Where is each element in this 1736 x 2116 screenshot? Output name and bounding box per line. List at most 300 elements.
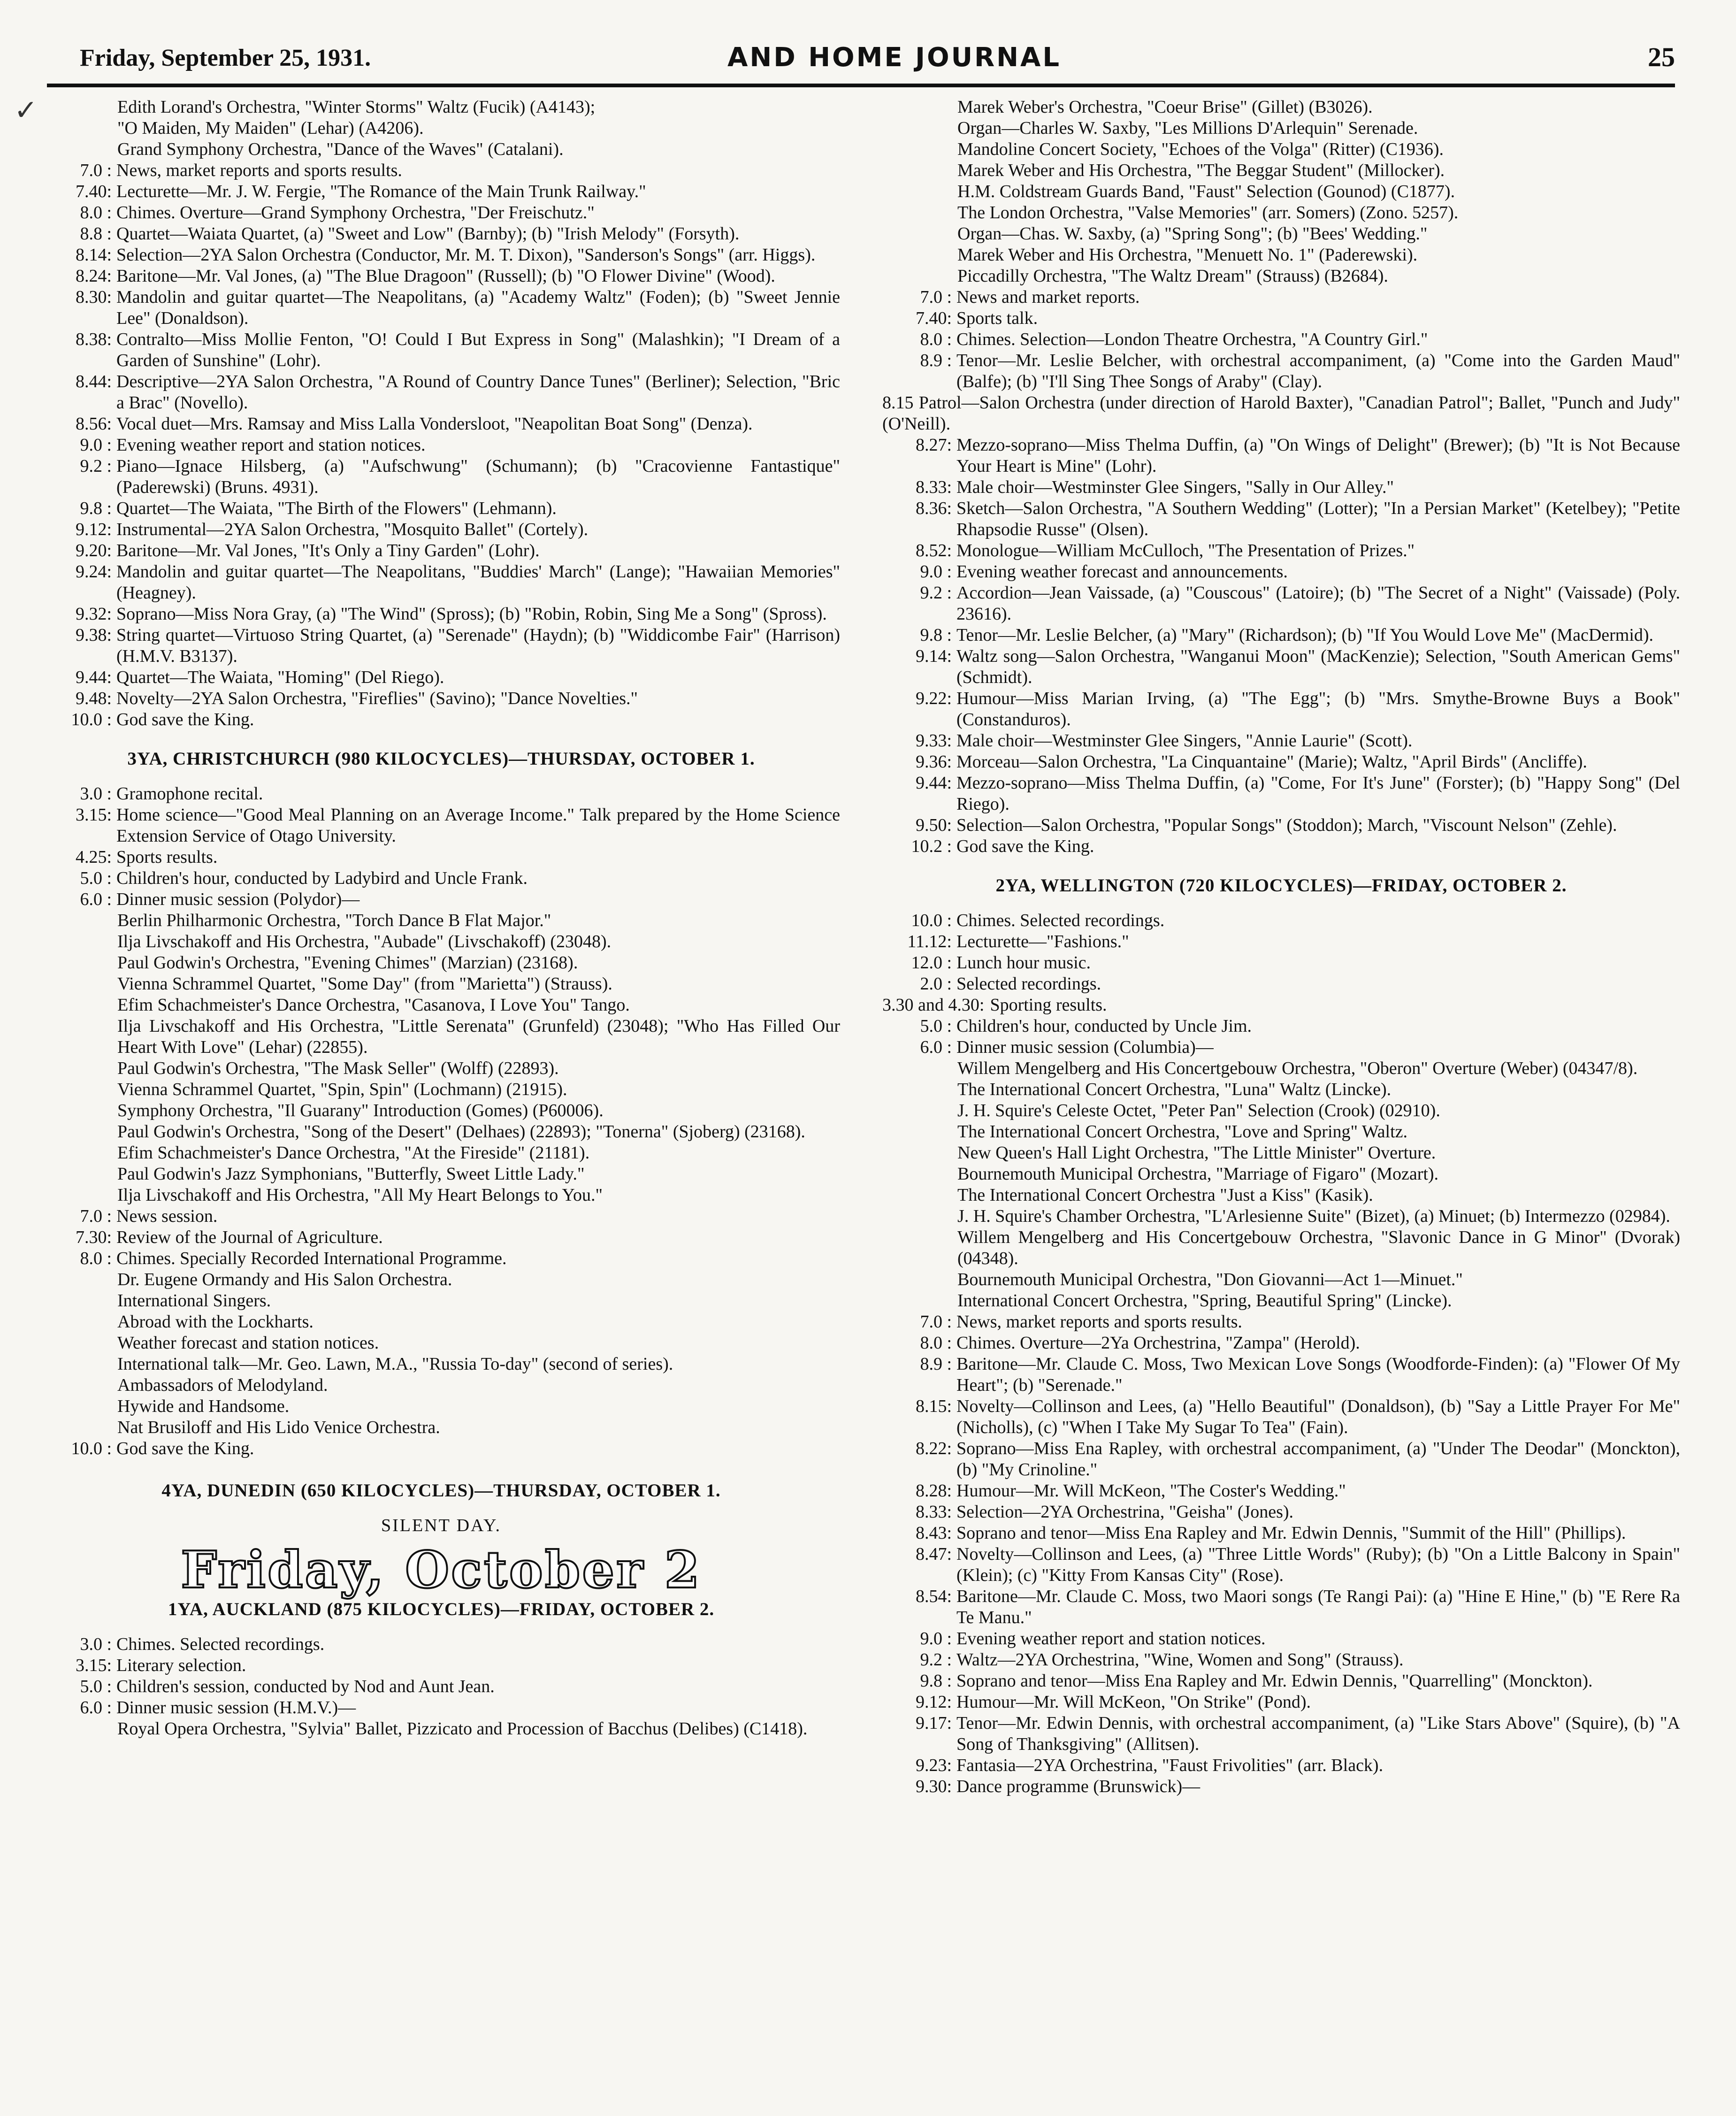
programme-entry	[882, 625, 1680, 646]
programme-entry	[882, 1502, 1680, 1523]
entry-text: Mandolin and guitar quartet—The Neapolitans, (a) "Academy Waltz" (Foden); (b) "Sweet Jennie Lee" (Donaldson).	[116, 287, 840, 328]
entry-time: 9.48:	[75, 689, 112, 708]
entry-time: 9.44:	[915, 773, 952, 793]
programme-entry	[42, 371, 840, 414]
programme-entry	[42, 1248, 840, 1269]
entry-text: Gramophone recital.	[116, 784, 263, 804]
entry-text: Evening weather report and station notices.	[956, 1629, 1266, 1648]
programme-entry	[882, 435, 1680, 477]
list-item: Willem Mengelberg and His Concertgebouw Orchestra, "Oberon" Overture (Weber) (04347/8).	[957, 1058, 1638, 1078]
programme-entry	[42, 287, 840, 329]
entry-text: Children's session, conducted by Nod and Aunt Jean.	[116, 1677, 495, 1696]
entry-text: Male choir—Westminster Glee Singers, "Annie Laurie" (Scott).	[956, 731, 1413, 751]
entry-time: 7.40:	[915, 308, 952, 328]
programme-entry	[882, 688, 1680, 730]
programme-entry	[882, 1776, 1680, 1797]
entry-text: Contralto—Miss Mollie Fenton, "O! Could I But Express in Song" (Malashkin); "I Dream of a Garden of Sunshine" (Lohr).	[116, 330, 840, 370]
entry-time: 7.0 :	[920, 287, 952, 307]
entry-time: 5.0 :	[80, 868, 112, 888]
list-item: Edith Lorand's Orchestra, "Winter Storms" Waltz (Fucik) (A4143);	[117, 97, 596, 117]
entry-time: 8.22:	[915, 1439, 952, 1458]
entry-text: Chimes. Specially Recorded International Programme.	[116, 1249, 507, 1268]
programme-entry	[42, 868, 840, 889]
entry-time: 8.0 :	[80, 1249, 112, 1268]
programme-entry	[42, 329, 840, 371]
christchurch-programme-c	[42, 1438, 840, 1459]
entry-time: 9.12:	[75, 520, 112, 539]
entry-text: Sports results.	[116, 847, 218, 867]
entry-text: Quartet—The Waiata, "Homing" (Del Riego).	[116, 667, 444, 687]
entry-time: 9.33:	[915, 731, 952, 751]
entry-text: Soprano—Miss Nora Gray, (a) "The Wind" (Spross); (b) "Robin, Robin, Sing Me a Song" (Spross).	[116, 604, 827, 624]
programme-entry	[882, 773, 1680, 815]
entry-text: Dinner music session (Columbia)—	[956, 1037, 1214, 1057]
entry-time: 7.0 :	[920, 1312, 952, 1332]
entry-time: 8.54:	[915, 1587, 952, 1606]
programme-entry	[42, 245, 840, 266]
entry-time: 8.28:	[915, 1481, 952, 1501]
entry-time: 10.0 :	[71, 710, 112, 729]
programme-entry	[882, 730, 1680, 751]
entry-text: God save the King.	[116, 710, 254, 729]
left-intro	[42, 97, 840, 160]
wellington-thursday-programme	[42, 160, 840, 730]
entry-time: 9.17:	[915, 1713, 952, 1733]
entry-time: 12.0 :	[911, 953, 952, 973]
silent-day: SILENT DAY.	[381, 1516, 502, 1535]
entry-time: 9.8 :	[920, 1671, 952, 1691]
entry-text: Soprano and tenor—Miss Ena Rapley and Mr. Edwin Dennis, "Summit of the Hill" (Phillips).	[956, 1523, 1626, 1543]
programme-entry	[42, 498, 840, 519]
entry-time: 8.27:	[915, 435, 952, 455]
list-item: Marek Weber and His Orchestra, "Menuett No. 1" (Paderewski).	[957, 245, 1418, 265]
entry-text: Waltz song—Salon Orchestra, "Wanganui Moon" (MacKenzie); Selection, "South American Gems" (Schmidt).	[956, 646, 1680, 687]
entry-text: Chimes. Selected recordings.	[956, 911, 1165, 930]
list-item: Berlin Philharmonic Orchestra, "Torch Dance B Flat Major."	[117, 911, 551, 930]
list-item: New Queen's Hall Light Orchestra, "The Little Minister" Overture.	[957, 1143, 1436, 1163]
entry-time: 8.8 :	[80, 224, 112, 244]
list-item: Paul Godwin's Orchestra, "Song of the Desert" (Delhaes) (22893); "Tonerna" (Sjoberg) (23168).	[117, 1122, 805, 1142]
entry-text: Baritone—Mr. Val Jones, "It's Only a Tiny Garden" (Lohr).	[116, 541, 540, 560]
entry-time: 9.22:	[915, 689, 952, 708]
programme-entry	[882, 561, 1680, 583]
list-item: Paul Godwin's Orchestra, "The Mask Seller" (Wolff) (22893).	[117, 1058, 559, 1078]
programme-entry	[882, 1544, 1680, 1586]
list-item: Hywide and Handsome.	[117, 1396, 290, 1416]
entry-time: 3.15:	[75, 1656, 112, 1675]
list-item: Ambassadors of Melodyland.	[117, 1375, 328, 1395]
programme-entry	[882, 1480, 1680, 1502]
entry-text: String quartet—Virtuoso String Quartet, (a) "Serenade" (Haydn); (b) "Widdicombe Fair" (Harrison) (H.M.V. B3137).	[116, 625, 840, 666]
entry-time: 9.32:	[75, 604, 112, 624]
entry-text: Piano—Ignace Hilsberg, (a) "Aufschwung" (Schumann); (b) "Cracovienne Fantastique" (Paderewski) (Bruns. 4931).	[116, 456, 840, 497]
entry-text: Humour—Miss Marian Irving, (a) "The Egg"; (b) "Mrs. Smythe-Browne Buys a Book" (Constanduros).	[956, 689, 1680, 729]
entry-text: Waltz—2YA Orchestrina, "Wine, Women and Song" (Strauss).	[956, 1650, 1404, 1670]
programme-entry	[42, 160, 840, 181]
entry-time: 9.30:	[915, 1777, 952, 1796]
entry-time: 8.56:	[75, 414, 112, 434]
entry-text: Quartet—The Waiata, "The Birth of the Flowers" (Lehmann).	[116, 498, 557, 518]
entry-text: Lunch hour music.	[956, 953, 1091, 973]
list-item: Marek Weber and His Orchestra, "The Beggar Student" (Millocker).	[957, 161, 1445, 180]
list-item: "O Maiden, My Maiden" (Lehar) (A4206).	[117, 118, 424, 138]
entry-text: Chimes. Selected recordings.	[116, 1634, 325, 1654]
programme-entry	[882, 931, 1680, 952]
programme-entry	[882, 287, 1680, 308]
list-item: Vienna Schrammel Quartet, "Some Day" (from "Marietta") (Strauss).	[117, 974, 612, 994]
entry-text: Mandolin and guitar quartet—The Neapolitans, "Buddies' March" (Lange); "Hawaiian Memories" (Heagney).	[116, 562, 840, 603]
entry-text: Soprano and tenor—Miss Ena Rapley and Mr. Edwin Dennis, "Quarrelling" (Monckton).	[956, 1671, 1593, 1691]
right-column	[882, 97, 1680, 1797]
entry-time: 10.0 :	[911, 911, 952, 930]
entry-text: Selection—2YA Orchestrina, "Geisha" (Jones).	[956, 1502, 1294, 1522]
entry-time: 3.30 and 4.30:	[882, 995, 985, 1015]
entry-time: 8.24:	[75, 266, 112, 286]
header-date: Friday, September 25, 1931.	[80, 45, 371, 71]
entry-text: Selected recordings.	[956, 974, 1101, 994]
entry-text: Dinner music session (Polydor)—	[116, 889, 360, 909]
entry-text: Novelty—Collinson and Lees, (a) "Hello Beautiful" (Donaldson), (b) "Say a Little Prayer For Me" (Nicholls), (c) "When I Take My Sugar To Tea" (Fain).	[956, 1396, 1680, 1437]
entry-time: 8.43:	[915, 1523, 952, 1543]
list-item: Organ—Charles W. Saxby, "Les Millions D'Arlequin" Serenade.	[957, 118, 1418, 138]
programme-entry	[42, 688, 840, 709]
entry-text: Evening weather forecast and announcements.	[956, 562, 1288, 582]
entry-text: Dinner music session (H.M.V.)—	[116, 1698, 356, 1717]
entry-time: 6.0 :	[920, 1037, 952, 1057]
programme-entry	[882, 1396, 1680, 1438]
entry-time: 9.2 :	[920, 583, 952, 603]
programme-entry	[882, 1311, 1680, 1333]
entry-time: 9.2 :	[80, 456, 112, 476]
wellington-programme-a	[882, 910, 1680, 1058]
list-item: Ilja Livschakoff and His Orchestra, "Aubade" (Livschakoff) (23048).	[117, 932, 612, 951]
entry-text: Baritone—Mr. Val Jones, (a) "The Blue Dragoon" (Russell); (b) "O Flower Divine" (Wood).	[116, 266, 775, 286]
entry-text: Morceau—Salon Orchestra, "La Cinquantaine" (Marie); Waltz, "April Birds" (Ancliffe).	[956, 752, 1587, 772]
programme-entry	[882, 1354, 1680, 1396]
auckland-programme	[42, 1634, 840, 1718]
programme-entry	[882, 910, 1680, 931]
entry-time: 8.44:	[75, 372, 112, 391]
entry-text: Chimes. Overture—Grand Symphony Orchestra, "Der Freischutz."	[116, 203, 595, 222]
entry-text: Selection—2YA Salon Orchestra (Conductor, Mr. M. T. Dixon), "Sanderson's Songs" (arr. Higgs).	[116, 245, 816, 265]
entry-time: 4.25:	[75, 847, 112, 867]
entry-text: God save the King.	[116, 1439, 254, 1458]
entry-time: 6.0 :	[80, 889, 112, 909]
programme-entry	[882, 836, 1680, 857]
programme-entry	[882, 1586, 1680, 1628]
entry-text: Fantasia—2YA Orchestrina, "Faust Frivolities" (arr. Black).	[956, 1756, 1384, 1775]
programme-entry	[882, 995, 1680, 1016]
programme-entry	[882, 1333, 1680, 1354]
list-item: Dr. Eugene Ormandy and His Salon Orchestra.	[117, 1270, 452, 1289]
list-item: Vienna Schrammel Quartet, "Spin, Spin" (Lochmann) (21915).	[117, 1080, 567, 1099]
programme-entry	[882, 1628, 1680, 1649]
entry-text: Accordion—Jean Vaissade, (a) "Couscous" (Latoire); (b) "The Secret of a Night" (Vaissade) (Poly. 23616).	[956, 583, 1680, 624]
auckland-thursday-programme-a	[882, 287, 1680, 392]
programme-entry	[882, 1671, 1680, 1692]
list-item: International Singers.	[117, 1291, 271, 1311]
list-item: Willem Mengelberg and His Concertgebouw Orchestra, "Slavonic Dance in G Minor" (Dvorak) (04348).	[957, 1227, 1680, 1268]
list-item: Marek Weber's Orchestra, "Coeur Brise" (Gillet) (B3026).	[957, 97, 1373, 117]
list-item: The London Orchestra, "Valse Memories" (arr. Somers) (Zono. 5257).	[957, 203, 1459, 222]
list-item: Organ—Chas. W. Saxby, (a) "Spring Song"; (b) "Bees' Wedding."	[957, 224, 1428, 244]
list-item: Mandoline Concert Society, "Echoes of the Volga" (Ritter) (C1936).	[957, 139, 1444, 159]
programme-entry	[42, 667, 840, 688]
entry-text: Novelty—2YA Salon Orchestra, "Fireflies" (Savino); "Dance Novelties."	[116, 689, 638, 708]
entry-time: 8.9 :	[920, 1354, 952, 1374]
programme-entry	[42, 456, 840, 498]
entry-time: 8.38:	[75, 330, 112, 349]
programme-entry	[42, 519, 840, 540]
entry-text: Lecturette—"Fashions."	[956, 932, 1129, 951]
entry-time: 9.50:	[915, 815, 952, 835]
entry-time: 9.12:	[915, 1692, 952, 1712]
entry-time: 9.38:	[75, 625, 112, 645]
entry-time: 8.14:	[75, 245, 112, 265]
left-column	[42, 97, 840, 1740]
entry-time: 8.0 :	[920, 1333, 952, 1353]
entry-text: Baritone—Mr. Claude C. Moss, Two Mexican Love Songs (Woodforde-Finden): (a) "Flower Of My Heart"; (b) "Serenade."	[956, 1354, 1680, 1395]
programme-entry	[42, 181, 840, 202]
entry-text: Children's hour, conducted by Uncle Jim.	[956, 1016, 1252, 1036]
entry-text: Chimes. Selection—London Theatre Orchestra, "A Country Girl."	[956, 330, 1428, 349]
programme-entry	[882, 1713, 1680, 1755]
entry-time: 9.23:	[915, 1756, 952, 1775]
list-item: Piccadilly Orchestra, "The Waltz Dream" (Strauss) (B2684).	[957, 266, 1388, 286]
entry-text: News, market reports and sports results.	[116, 161, 402, 180]
entry-time: 9.0 :	[920, 562, 952, 582]
entry-text: Tenor—Mr. Leslie Belcher, with orchestral accompaniment, (a) "Come into the Garden Maud" (Balfe); (b) "I'll Sing Thee Songs of Araby" (Clay).	[956, 351, 1680, 391]
station-heading-auckland: 1YA, AUCKLAND (875 KILOCYCLES)—FRIDAY, OCTOBER 2.	[168, 1599, 715, 1619]
list-item: Paul Godwin's Jazz Symphonians, "Butterfly, Sweet Little Lady."	[117, 1164, 585, 1184]
list-item: International talk—Mr. Geo. Lawn, M.A., "Russia To-day" (second of series).	[117, 1354, 673, 1374]
list-item: The International Concert Orchestra "Just a Kiss" (Kasik).	[957, 1185, 1373, 1205]
list-item: Efim Schachmeister's Dance Orchestra, "Casanova, I Love You" Tango.	[117, 995, 630, 1015]
entry-time: 5.0 :	[80, 1677, 112, 1696]
entry-time: 3.0 :	[80, 1634, 112, 1654]
entry-text: Quartet—Waiata Quartet, (a) "Sweet and Low" (Barnby); (b) "Irish Melody" (Forsyth).	[116, 224, 740, 244]
entry-time: 8.33:	[915, 1502, 952, 1522]
programme-entry	[42, 223, 840, 245]
programme-entry	[882, 1037, 1680, 1058]
programme-entry	[882, 1649, 1680, 1671]
programme-entry	[42, 1676, 840, 1697]
entry-text: Sketch—Salon Orchestra, "A Southern Wedding" (Lotter); "In a Persian Market" (Ketelbey); "Petite Rhapsodie Russe" (Olsen).	[956, 498, 1680, 539]
programme-entry	[882, 308, 1680, 329]
programme-entry	[42, 540, 840, 561]
entry-text: Novelty—Collinson and Lees, (a) "Three Little Words" (Ruby); (b) "On a Little Balcony in Spain" (Klein); (c) "Kitty From Kansas City" (Rose).	[956, 1544, 1680, 1585]
station-heading-wellington: 2YA, WELLINGTON (720 KILOCYCLES)—FRIDAY, OCTOBER 2.	[995, 875, 1567, 896]
programme-entry	[42, 414, 840, 435]
entry-text: Humour—Mr. Will McKeon, "On Strike" (Pond).	[956, 1692, 1311, 1712]
entry-text: Mezzo-soprano—Miss Thelma Duffin, (a) "Come, For It's June" (Forster); (b) "Happy Song" (Del Riego).	[956, 773, 1680, 814]
patrol-entry: 8.15 Patrol—Salon Orchestra (under direction of Harold Baxter), "Canadian Patrol"; Ballet, "Punch and Judy" (O'Neill).	[882, 393, 1680, 434]
list-item: The International Concert Orchestra, "Love and Spring" Waltz.	[957, 1122, 1407, 1142]
wellington-programme-b	[882, 1311, 1680, 1797]
entry-time: 8.0 :	[920, 330, 952, 349]
entry-time: 8.36:	[915, 498, 952, 518]
list-item: Ilja Livschakoff and His Orchestra, "All My Heart Belongs to You."	[117, 1185, 603, 1205]
programme-entry	[42, 266, 840, 287]
programme-entry	[882, 1755, 1680, 1776]
programme-entry	[882, 952, 1680, 974]
entry-text: Mezzo-soprano—Miss Thelma Duffin, (a) "On Wings of Delight" (Brewer); (b) "It is Not Because Your Heart is Mine" (Lohr).	[956, 435, 1680, 476]
entry-text: Children's hour, conducted by Ladybird and Uncle Frank.	[116, 868, 528, 888]
entry-time: 7.0 :	[80, 1206, 112, 1226]
entry-time: 9.8 :	[80, 498, 112, 518]
entry-time: 8.9 :	[920, 351, 952, 370]
entry-text: Baritone—Mr. Claude C. Moss, two Maori songs (Te Rangi Pai): (a) "Hine E Hine," (b) "E Rere Ra Te Manu."	[956, 1587, 1680, 1627]
list-item: Bournemouth Municipal Orchestra, "Marriage of Figaro" (Mozart).	[957, 1164, 1439, 1184]
entry-text: Humour—Mr. Will McKeon, "The Coster's Wedding."	[956, 1481, 1346, 1501]
programme-entry	[42, 1438, 840, 1459]
programme-entry	[882, 815, 1680, 836]
list-item: Royal Opera Orchestra, "Sylvia" Ballet, Pizzicato and Procession of Bacchus (Delibes) (C1418).	[117, 1719, 808, 1739]
list-item: Grand Symphony Orchestra, "Dance of the Waves" (Catalani).	[117, 139, 564, 159]
entry-time: 8.15:	[915, 1396, 952, 1416]
entry-text: Selection—Salon Orchestra, "Popular Songs" (Stoddon); March, "Viscount Nelson" (Zehle).	[956, 815, 1617, 835]
list-item: Efim Schachmeister's Dance Orchestra, "At the Fireside" (21181).	[117, 1143, 590, 1163]
header-title: AND HOME JOURNAL	[727, 42, 1062, 73]
entry-time: 9.8 :	[920, 625, 952, 645]
entry-time: 9.24:	[75, 562, 112, 582]
page-header	[47, 41, 1675, 87]
entry-time: 10.0 :	[71, 1439, 112, 1458]
entry-text: News and market reports.	[956, 287, 1140, 307]
entry-time: 8.30:	[75, 287, 112, 307]
entry-time: 9.36:	[915, 752, 952, 772]
entry-time: 8.52:	[915, 541, 952, 560]
margin-mark: ✓	[14, 95, 38, 126]
programme-entry	[882, 1692, 1680, 1713]
programme-entry	[882, 329, 1680, 350]
programme-entry	[42, 1634, 840, 1655]
programme-entry	[882, 1016, 1680, 1037]
page-number: 25	[1648, 42, 1675, 72]
auckland-dinner-list	[42, 1718, 840, 1740]
programme-entry	[882, 1523, 1680, 1544]
entry-text: Chimes. Overture—2Ya Orchestrina, "Zampa" (Herold).	[956, 1333, 1360, 1353]
entry-time: 3.15:	[75, 805, 112, 825]
programme-entry	[42, 889, 840, 910]
entry-time: 11.12:	[907, 932, 952, 951]
entry-time: 7.30:	[75, 1227, 112, 1247]
christchurch-programme-b	[42, 1206, 840, 1269]
day-title: Friday, October 2	[181, 1541, 702, 1600]
right-intro	[882, 97, 1680, 287]
programme-entry	[42, 625, 840, 667]
programme-entry	[42, 561, 840, 604]
list-item: Weather forecast and station notices.	[117, 1333, 379, 1353]
list-item: H.M. Coldstream Guards Band, "Faust" Selection (Gounod) (C1877).	[957, 182, 1455, 201]
list-item: International Concert Orchestra, "Spring, Beautiful Spring" (Lincke).	[957, 1291, 1452, 1311]
entry-text: News session.	[116, 1206, 218, 1226]
programme-entry	[42, 1697, 840, 1718]
programme-entry	[42, 435, 840, 456]
entry-text: Evening weather report and station notices.	[116, 435, 426, 455]
entry-time: 9.20:	[75, 541, 112, 560]
entry-text: Monologue—William McCulloch, "The Presentation of Prizes."	[956, 541, 1415, 560]
entry-text: Literary selection.	[116, 1656, 246, 1675]
programme-entry	[42, 1206, 840, 1227]
entry-time: 8.0 :	[80, 203, 112, 222]
entry-text: Vocal duet—Mrs. Ramsay and Miss Lalla Vondersloot, "Neapolitan Boat Song" (Denza).	[116, 414, 753, 434]
programme-entry	[42, 1655, 840, 1676]
programme-entry	[42, 1227, 840, 1248]
entry-text: Descriptive—2YA Salon Orchestra, "A Round of Country Dance Tunes" (Berliner); Selection, "Bric a Brac" (Novello).	[116, 372, 840, 413]
list-item: Nat Brusiloff and His Lido Venice Orchestra.	[117, 1418, 440, 1437]
auckland-thursday-programme-b	[882, 435, 1680, 857]
programme-entry	[882, 350, 1680, 392]
list-item: Bournemouth Municipal Orchestra, "Don Giovanni—Act 1—Minuet."	[957, 1270, 1463, 1289]
programme-entry	[42, 604, 840, 625]
entry-time: 9.2 :	[920, 1650, 952, 1670]
entry-time: 6.0 :	[80, 1698, 112, 1717]
entry-text: God save the King.	[956, 836, 1094, 856]
entry-time: 7.40:	[75, 182, 112, 201]
entry-time: 7.0 :	[80, 161, 112, 180]
list-item: J. H. Squire's Celeste Octet, "Peter Pan" Selection (Crook) (02910).	[957, 1101, 1440, 1120]
wellington-dinner-list	[882, 1058, 1680, 1311]
entry-text: Lecturette—Mr. J. W. Fergie, "The Romance of the Main Trunk Railway."	[116, 182, 646, 201]
christchurch-international-list	[42, 1269, 840, 1438]
entry-time: 2.0 :	[920, 974, 952, 994]
entry-text: Dance programme (Brunswick)—	[956, 1777, 1201, 1796]
station-heading-christchurch: 3YA, CHRISTCHURCH (980 KILOCYCLES)—THURSDAY, OCTOBER 1.	[127, 749, 755, 769]
programme-entry	[42, 783, 840, 805]
entry-time: 9.14:	[915, 646, 952, 666]
entry-text: Instrumental—2YA Salon Orchestra, "Mosquito Ballet" (Cortely).	[116, 520, 589, 539]
christchurch-dinner-list	[42, 910, 840, 1206]
programme-entry	[882, 477, 1680, 498]
programme-entry	[882, 974, 1680, 995]
entry-time: 9.0 :	[920, 1629, 952, 1648]
programme-entry	[42, 202, 840, 223]
entry-time: 9.44:	[75, 667, 112, 687]
christchurch-programme-a	[42, 783, 840, 910]
list-item: Symphony Orchestra, "Il Guarany" Introduction (Gomes) (P60006).	[117, 1101, 604, 1120]
station-heading-dunedin: 4YA, DUNEDIN (650 KILOCYCLES)—THURSDAY, OCTOBER 1.	[161, 1480, 721, 1501]
list-item: Abroad with the Lockharts.	[117, 1312, 314, 1332]
list-item: The International Concert Orchestra, "Luna" Waltz (Lincke).	[957, 1080, 1392, 1099]
programme-entry	[882, 583, 1680, 625]
entry-time: 8.33:	[915, 477, 952, 497]
programme-entry	[882, 751, 1680, 773]
entry-text: Sporting results.	[990, 995, 1107, 1015]
entry-time: 5.0 :	[920, 1016, 952, 1036]
entry-time: 3.0 :	[80, 784, 112, 804]
programme-entry	[42, 709, 840, 730]
entry-text: Home science—"Good Meal Planning on an Average Income." Talk prepared by the Home Science Extension Service of Otago University.	[116, 805, 840, 846]
entry-time: 10.2 :	[911, 836, 952, 856]
programme-entry	[882, 498, 1680, 540]
list-item: Ilja Livschakoff and His Orchestra, "Little Serenata" (Grunfeld) (23048); "Who Has Filled Our Heart With Love" (Lehar) (22855).	[117, 1016, 840, 1057]
entry-text: Review of the Journal of Agriculture.	[116, 1227, 383, 1247]
entry-text: Sports talk.	[956, 308, 1038, 328]
programme-entry	[882, 646, 1680, 688]
entry-time: 9.0 :	[80, 435, 112, 455]
programme-entry	[42, 847, 840, 868]
list-item: Paul Godwin's Orchestra, "Evening Chimes" (Marzian) (23168).	[117, 953, 578, 973]
programme-entry	[882, 540, 1680, 561]
entry-text: Male choir—Westminster Glee Singers, "Sally in Our Alley."	[956, 477, 1394, 497]
programme-entry	[882, 1438, 1680, 1480]
entry-time: 8.47:	[915, 1544, 952, 1564]
entry-text: Tenor—Mr. Leslie Belcher, (a) "Mary" (Richardson); (b) "If You Would Love Me" (MacDermid).	[956, 625, 1654, 645]
entry-text: Tenor—Mr. Edwin Dennis, with orchestral accompaniment, (a) "Like Stars Above" (Squire), (b) "A Song of Thanksgiving" (Allitsen).	[956, 1713, 1680, 1754]
programme-entry	[42, 805, 840, 847]
list-item: J. H. Squire's Chamber Orchestra, "L'Arlesienne Suite" (Bizet), (a) Minuet; (b) Intermezzo (02984).	[957, 1206, 1670, 1226]
